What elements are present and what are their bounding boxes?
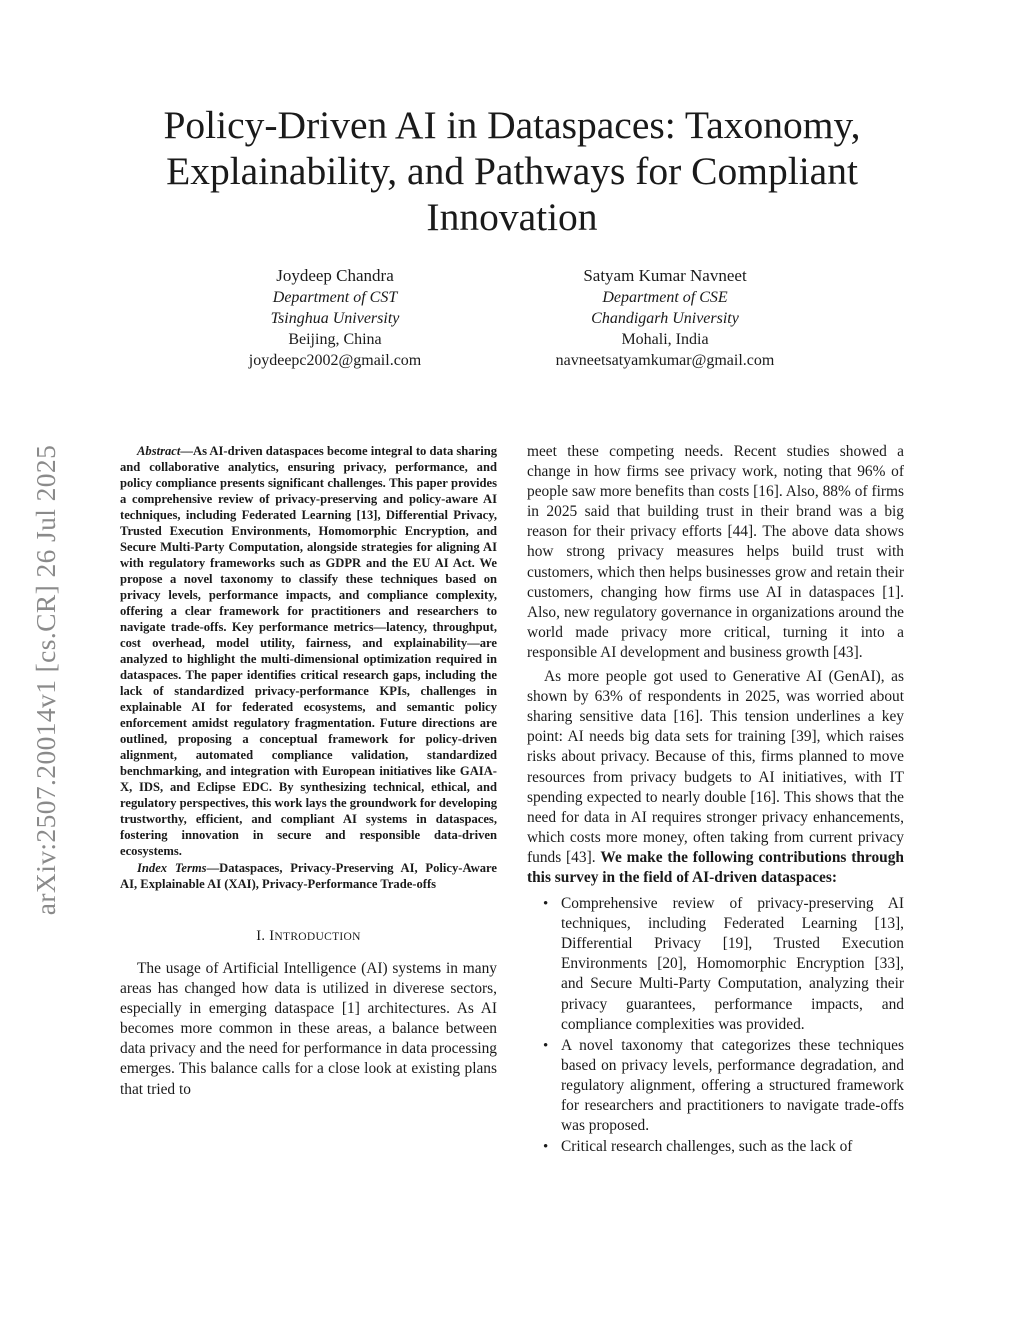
author-block-1 (155, 265, 515, 371)
intro-paragraph-2-text: As more people got used to Generative AI (GenAI), as shown by 63% of respondents in 2025, was worried about sharing sensitive data [16]. This tension underlines a key point: AI needs big data sets for training [39], which raises risks about privacy. Because of this, firms planned to move resources from privacy budgets to AI initiatives, with IT spending expected to nearly double [16]. This shows that the need for data in AI requires stronger privacy enhancements, which costs more money, often taking from current privacy funds [43]. (527, 668, 904, 866)
index-terms-label: Index Terms (137, 861, 207, 875)
bullet-icon: • (543, 1037, 549, 1054)
section-title-initial: I (269, 928, 275, 944)
author-name: Joydeep Chandra (276, 266, 394, 285)
abstract-label: Abstract (137, 444, 181, 458)
author-university: Tsinghua University (270, 310, 400, 327)
intro-paragraph-2 (527, 667, 904, 888)
abstract (120, 443, 497, 859)
list-item-text: A novel taxonomy that categorizes these techniques based on privacy levels, performance degradation, and regulatory alignment, offering a structured framework for researchers and practitioners to navigate trade-offs was proposed. (561, 1036, 904, 1135)
intro-paragraph-1: The usage of Artificial Intelligence (AI) systems in many areas has changed how data is utilized in diverese sectors, especially in emerging dataspace [1] architectures. As AI becomes more common in these areas, a balance between data privacy and the need for performance in data processing emerges. This balance calls for a close look at existing plans that tried to (120, 960, 497, 1098)
list-item-text: Comprehensive review of privacy-preserving AI techniques, including Federated Learning [13], Differential Privacy [19], Trusted Execution Environments [20], Homomorphic Encryption [33], and Secure Multi-Party Computation, analyzing their privacy guarantees, performance impacts, and compliance complexities was provided. (561, 895, 904, 1033)
author-email: navneetsatyamkumar@gmail.com (555, 352, 775, 369)
author-department: Department of CSE (602, 289, 728, 306)
author-university: Chandigarh University (591, 310, 739, 327)
section-heading-introduction (120, 928, 497, 945)
index-terms-text: —Dataspaces, Privacy-Preserving AI, Policy-Aware AI, Explainable AI (XAI), Privacy-Performance Trade-offs (120, 861, 497, 891)
author-location: Beijing, China (288, 331, 382, 348)
list-item (527, 894, 904, 1035)
contributions-list (527, 894, 904, 1157)
right-column (527, 442, 904, 1158)
author-name: Satyam Kumar Navneet (583, 266, 747, 285)
contributions-lead: We make the following contributions through this survey in the field of AI-driven dataspaces: (527, 848, 904, 886)
intro-paragraph-1-continued: meet these competing needs. Recent studies showed a change in how firms see privacy work, noting that 96% of people saw more benefits than costs [16]. Also, 88% of firms in 2025 said that building trust in their brand was a big reason for their privacy efforts [44]. The above data shows how strong privacy measures helps build trust with customers, which then helps businesses grow and retain their customers, changing how firms use AI in dataspaces [1]. Also, new regulatory governance in organizations around the world made privacy more critical, turning it into a responsible AI development and business growth [43]. (527, 443, 904, 661)
paper-title: Policy-Driven AI in Dataspaces: Taxonomy, Explainability, and Pathways for Compliant Innovation (163, 103, 861, 239)
author-department: Department of CST (272, 289, 398, 306)
left-column (120, 443, 497, 1100)
author-email: joydeepc2002@gmail.com (248, 352, 422, 369)
index-terms (120, 860, 497, 892)
list-item (527, 1137, 904, 1157)
bullet-icon: • (543, 1139, 549, 1156)
list-item (527, 1036, 904, 1136)
section-title-rest: NTRODUCTION (274, 931, 361, 943)
arxiv-id-text: arXiv:2507.20014v1 [cs.CR] 26 Jul 2025 (30, 444, 61, 916)
bullet-icon: • (543, 896, 549, 913)
list-item-text: Critical research challenges, such as the lack of (561, 1138, 853, 1156)
author-location: Mohali, India (621, 331, 709, 348)
abstract-text: —As AI-driven dataspaces become integral to data sharing and collaborative analytics, ensuring privacy, performance, and policy compliance presents significant challenges. This paper provides a comprehensive review of privacy-preserving and policy-aware AI techniques, including Federated Learning [13], Differential Privacy, Trusted Execution Environments, Homomorphic Encryption, and Secure Multi-Party Computation, alongside strategies for aligning AI with regulatory frameworks such as GDPR and the EU AI Act. We propose a novel taxonomy to classify these techniques based on privacy levels, performance impacts, and compliance complexity, offering a clear framework for practitioners and researchers to navigate trade-offs. Key performance metrics—latency, throughput, cost overhead, model utility, fairness, and explainability—are analyzed to highlight the multi-dimensional optimization required in dataspaces. The paper identifies critical research gaps, including the lack of standardized privacy-performance KPIs, challenges in explainable AI for federated ecosystems, and semantic policy enforcement amidst regulatory fragmentation. Future directions are outlined, proposing a conceptual framework for policy-driven alignment, automated compliance validation, standardized benchmarking, and integration with European initiatives like GAIA-X, IDS, and Eclipse EDC. By synthesizing technical, ethical, and regulatory perspectives, this work lays the groundwork for developing trustworthy, efficient, and compliant AI systems in dataspaces, fostering innovation in secure and responsible data-driven ecosystems. (120, 444, 497, 858)
arxiv-identifier (22, 380, 70, 980)
section-number: I. (256, 928, 266, 944)
author-block-2 (485, 265, 845, 371)
